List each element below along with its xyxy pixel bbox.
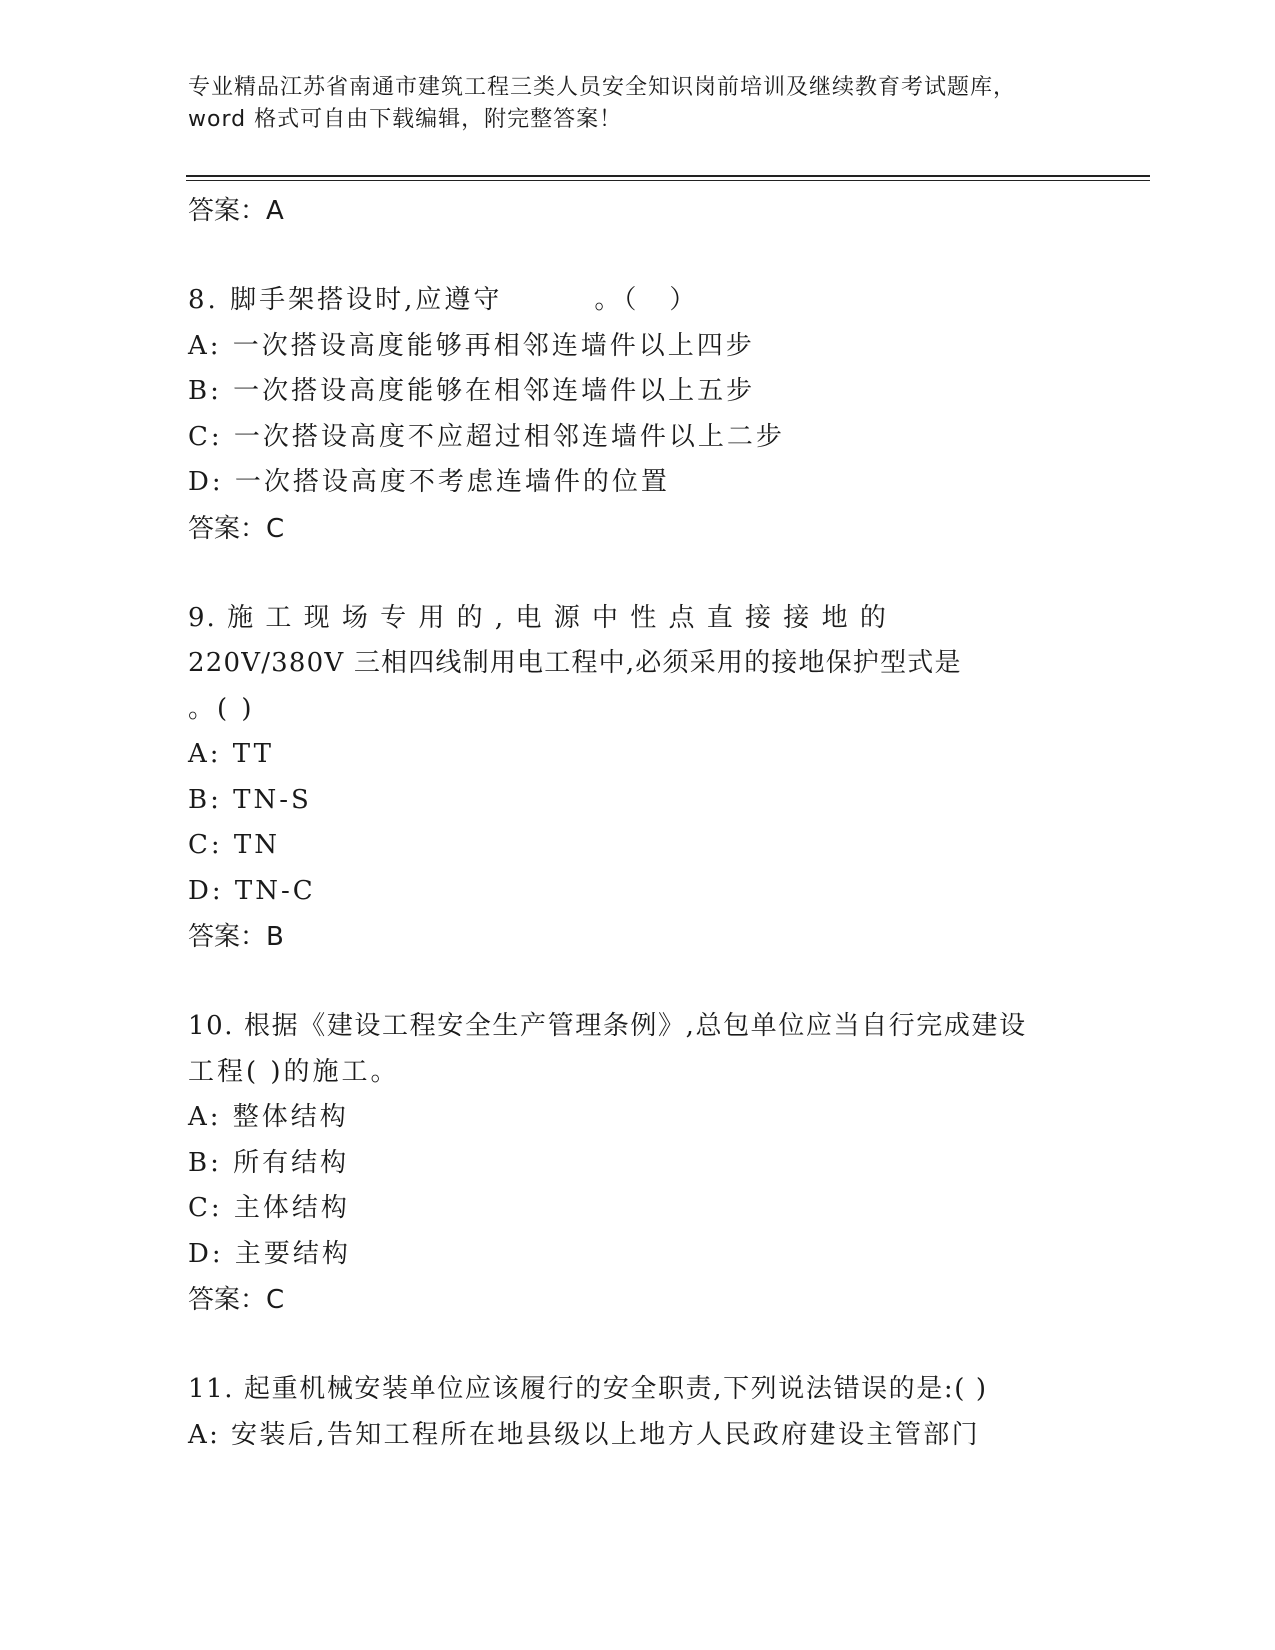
question-list bbox=[188, 188, 1088, 1458]
question-stem-line-1: 9. 施 工 现 场 专 用 的 , 电 源 中 性 点 直 接 接 地 的 bbox=[188, 602, 888, 633]
question-stem-line-3: 。( ) bbox=[188, 693, 255, 724]
question-10 bbox=[188, 1004, 1088, 1323]
header-line-1: 专业精品江苏省南通市建筑工程三类人员安全知识岗前培训及继续教育考试题库， bbox=[188, 75, 1017, 100]
option-a: A: TT bbox=[188, 739, 274, 769]
question-stem-line-1: 11. 起重机械安装单位应该履行的安全职责,下列说法错误的是:( ) bbox=[188, 1374, 988, 1404]
answer: 答案：C bbox=[188, 1285, 285, 1315]
stem-text-end: 。（ bbox=[594, 285, 640, 315]
stem-close-paren: ） bbox=[669, 285, 699, 315]
option-c: C: TN bbox=[188, 830, 281, 860]
stem-text: 8. 脚手架搭设时,应遵守 bbox=[188, 285, 503, 315]
option-b: B: 所有结构 bbox=[188, 1147, 350, 1178]
question-stem-line-2: 工程( )的施工。 bbox=[188, 1056, 400, 1087]
option-a: A: 一次搭设高度能够再相邻连墙件以上四步 bbox=[188, 330, 755, 361]
question-9 bbox=[188, 596, 1088, 961]
spacer bbox=[188, 234, 1088, 278]
question-stem-line-1: 10. 根据《建设工程安全生产管理条例》,总包单位应当自行完成建设 bbox=[188, 1011, 1027, 1041]
option-b: B: TN-S bbox=[188, 784, 312, 815]
page-header bbox=[188, 72, 1088, 136]
header-line-2: word 格式可自由下载编辑，附完整答案！ bbox=[188, 107, 623, 132]
option-c: C: 一次搭设高度不应超过相邻连墙件以上二步 bbox=[188, 421, 785, 452]
question-stem-line-2: 220V/380V 三相四线制用电工程中,必须采用的接地保护型式是 bbox=[188, 648, 962, 678]
option-d: D: 一次搭设高度不考虑连墙件的位置 bbox=[188, 467, 670, 497]
spacer bbox=[188, 1323, 1088, 1367]
question-11 bbox=[188, 1367, 1088, 1458]
header-rule-thin bbox=[186, 180, 1150, 181]
spacer bbox=[188, 552, 1088, 596]
option-c: C: 主体结构 bbox=[188, 1193, 350, 1223]
option-a: A: 安装后,告知工程所在地县级以上地方人民政府建设主管部门 bbox=[188, 1419, 981, 1450]
option-b: B: 一次搭设高度能够在相邻连墙件以上五步 bbox=[188, 376, 756, 406]
option-d: D: TN-C bbox=[188, 875, 316, 906]
answer: 答案：B bbox=[188, 922, 284, 952]
answer: 答案：C bbox=[188, 513, 285, 544]
spacer bbox=[188, 960, 1088, 1004]
answer-previous: 答案：A bbox=[188, 196, 284, 226]
header-rule bbox=[186, 175, 1150, 177]
question-stem bbox=[188, 278, 1088, 324]
option-d: D: 主要结构 bbox=[188, 1238, 351, 1269]
option-a: A: 整体结构 bbox=[188, 1102, 349, 1132]
question-8 bbox=[188, 278, 1088, 552]
